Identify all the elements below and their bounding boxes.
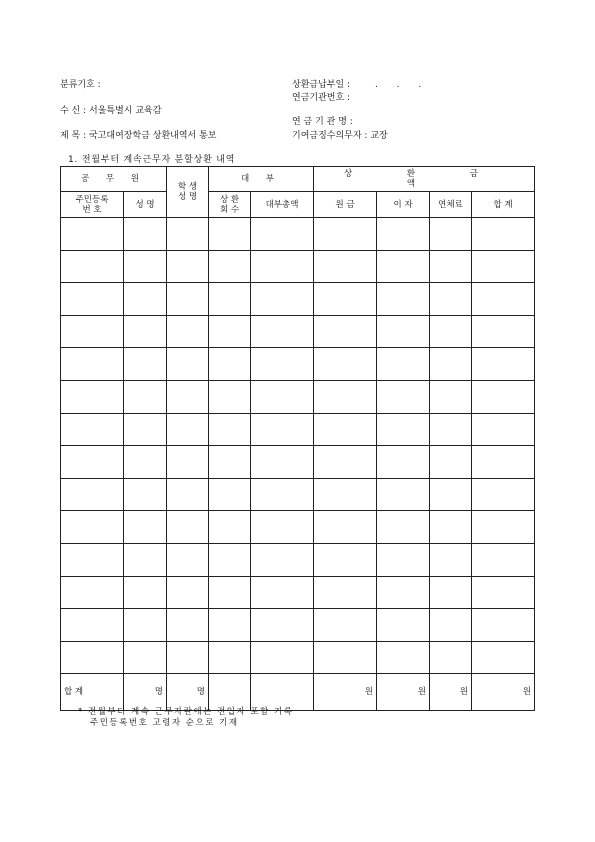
subject-value: 국고대여장학금 상환내역서 통보 bbox=[89, 131, 217, 141]
table-cell[interactable] bbox=[430, 315, 472, 348]
table-cell[interactable] bbox=[377, 348, 430, 381]
table-cell[interactable] bbox=[124, 478, 167, 511]
official-name-header: 성 명 bbox=[124, 192, 167, 218]
sum-header: 합 계 bbox=[472, 192, 535, 218]
table-row bbox=[61, 609, 535, 642]
table-cell[interactable] bbox=[61, 413, 124, 446]
table-cell[interactable] bbox=[209, 543, 251, 576]
late-fee-header: 연체료 bbox=[430, 192, 472, 218]
table-cell[interactable] bbox=[251, 478, 314, 511]
table-cell[interactable] bbox=[251, 609, 314, 642]
header-row-2 bbox=[61, 192, 535, 218]
table-cell[interactable] bbox=[61, 576, 124, 609]
table-cell[interactable] bbox=[472, 218, 535, 251]
payment-date-value: . . . bbox=[374, 80, 430, 90]
table-cell[interactable] bbox=[472, 250, 535, 283]
resident-no-line2: 번 호 bbox=[82, 204, 102, 215]
table-cell[interactable] bbox=[209, 478, 251, 511]
student-header-line2: 성 명 bbox=[177, 192, 198, 202]
official-header: 공 무 원 bbox=[61, 167, 167, 192]
table-cell[interactable] bbox=[251, 218, 314, 251]
contributor-label: 기여금징수의무자 : bbox=[292, 131, 368, 141]
table-cell[interactable] bbox=[251, 250, 314, 283]
table-cell[interactable] bbox=[61, 250, 124, 283]
table-cell[interactable] bbox=[124, 641, 167, 674]
table-cell[interactable] bbox=[61, 511, 124, 544]
table-cell[interactable] bbox=[209, 348, 251, 381]
table-cell[interactable] bbox=[430, 576, 472, 609]
table-cell[interactable] bbox=[377, 543, 430, 576]
table-cell[interactable] bbox=[124, 609, 167, 642]
table-cell[interactable] bbox=[124, 348, 167, 381]
table-cell[interactable] bbox=[167, 348, 209, 381]
total-sum: 원 bbox=[472, 674, 535, 711]
table-cell[interactable] bbox=[251, 543, 314, 576]
table-cell[interactable] bbox=[124, 218, 167, 251]
table-cell[interactable] bbox=[472, 446, 535, 479]
table-cell[interactable] bbox=[61, 641, 124, 674]
subject-label: 제 목 : bbox=[60, 131, 87, 141]
student-header-line1: 학 생 bbox=[177, 182, 198, 192]
table-cell[interactable] bbox=[251, 511, 314, 544]
repayment-table bbox=[60, 166, 535, 711]
contributor-line bbox=[292, 131, 388, 142]
table-cell[interactable] bbox=[377, 478, 430, 511]
repay-count-line2: 회 수 bbox=[219, 204, 240, 215]
total-person-count-2: 명 bbox=[167, 674, 209, 711]
table-cell[interactable] bbox=[251, 576, 314, 609]
table-cell[interactable] bbox=[472, 283, 535, 316]
table-cell[interactable] bbox=[430, 609, 472, 642]
table-cell[interactable] bbox=[430, 413, 472, 446]
table-cell[interactable] bbox=[377, 315, 430, 348]
table-cell[interactable] bbox=[314, 511, 377, 544]
table-cell[interactable] bbox=[314, 413, 377, 446]
table-row bbox=[61, 478, 535, 511]
loan-header: 대 부 bbox=[209, 167, 314, 192]
table-cell[interactable] bbox=[167, 250, 209, 283]
table-cell[interactable] bbox=[251, 413, 314, 446]
payment-date-line bbox=[292, 80, 429, 91]
recipient-value: 서울특별시 교육감 bbox=[89, 106, 162, 116]
table-cell[interactable] bbox=[209, 250, 251, 283]
total-late-fee: 원 bbox=[430, 674, 472, 711]
table-cell[interactable] bbox=[124, 576, 167, 609]
table-cell[interactable] bbox=[167, 413, 209, 446]
pension-org-no-label: 연금기관번호 : bbox=[292, 93, 351, 103]
table-cell[interactable] bbox=[61, 348, 124, 381]
table-row bbox=[61, 641, 535, 674]
table-cell[interactable] bbox=[251, 641, 314, 674]
table-cell[interactable] bbox=[124, 250, 167, 283]
table-cell[interactable] bbox=[124, 511, 167, 544]
total-loan bbox=[251, 674, 314, 711]
table-cell[interactable] bbox=[167, 478, 209, 511]
table-cell[interactable] bbox=[251, 315, 314, 348]
table-cell[interactable] bbox=[167, 446, 209, 479]
table-row bbox=[61, 543, 535, 576]
table-cell[interactable] bbox=[430, 348, 472, 381]
table-cell[interactable] bbox=[472, 576, 535, 609]
table-cell[interactable] bbox=[251, 446, 314, 479]
table-cell[interactable] bbox=[209, 413, 251, 446]
table-cell[interactable] bbox=[167, 315, 209, 348]
table-cell[interactable] bbox=[377, 511, 430, 544]
table-cell[interactable] bbox=[430, 380, 472, 413]
table-row bbox=[61, 380, 535, 413]
recipient-label: 수 신 : bbox=[60, 106, 87, 116]
total-label: 합 계 bbox=[61, 674, 124, 711]
table-cell[interactable] bbox=[61, 478, 124, 511]
table-cell[interactable] bbox=[472, 348, 535, 381]
table-cell[interactable] bbox=[430, 511, 472, 544]
table-cell[interactable] bbox=[430, 446, 472, 479]
table-cell[interactable] bbox=[124, 543, 167, 576]
table-cell[interactable] bbox=[61, 446, 124, 479]
table-cell[interactable] bbox=[167, 283, 209, 316]
table-cell[interactable] bbox=[314, 446, 377, 479]
table-cell[interactable] bbox=[472, 641, 535, 674]
note-line-1: * 전월부터 계속 근무자란에는 전입자 포함 기록 bbox=[78, 707, 294, 717]
table-cell[interactable] bbox=[377, 218, 430, 251]
subject-line bbox=[60, 131, 216, 142]
table-cell[interactable] bbox=[314, 283, 377, 316]
table-cell[interactable] bbox=[209, 576, 251, 609]
table-row bbox=[61, 576, 535, 609]
student-name-header bbox=[167, 167, 209, 218]
table-cell[interactable] bbox=[472, 543, 535, 576]
table-cell[interactable] bbox=[124, 283, 167, 316]
table-cell[interactable] bbox=[124, 315, 167, 348]
contributor-value: 교장 bbox=[370, 131, 388, 141]
table-cell[interactable] bbox=[167, 543, 209, 576]
table-cell[interactable] bbox=[167, 576, 209, 609]
table-cell[interactable] bbox=[472, 413, 535, 446]
resident-no-line1: 주민등록 bbox=[75, 194, 109, 205]
table-cell[interactable] bbox=[124, 413, 167, 446]
table-cell[interactable] bbox=[472, 609, 535, 642]
table-body bbox=[61, 218, 535, 674]
table-cell[interactable] bbox=[377, 641, 430, 674]
table-cell[interactable] bbox=[314, 380, 377, 413]
table-cell[interactable] bbox=[167, 609, 209, 642]
table-cell[interactable] bbox=[251, 380, 314, 413]
table-cell[interactable] bbox=[209, 218, 251, 251]
total-row bbox=[61, 674, 535, 711]
interest-header: 이 자 bbox=[377, 192, 430, 218]
table-cell[interactable] bbox=[472, 511, 535, 544]
table-cell[interactable] bbox=[209, 283, 251, 316]
table-cell[interactable] bbox=[167, 380, 209, 413]
table-cell[interactable] bbox=[377, 609, 430, 642]
table-row bbox=[61, 446, 535, 479]
classification-label: 분류기호 : bbox=[60, 80, 101, 90]
table-cell[interactable] bbox=[209, 315, 251, 348]
table-row bbox=[61, 413, 535, 446]
table-cell[interactable] bbox=[430, 478, 472, 511]
table-cell[interactable] bbox=[314, 315, 377, 348]
table-row bbox=[61, 511, 535, 544]
table-cell[interactable] bbox=[209, 641, 251, 674]
repayment-amount-header: 상 환 금 액 bbox=[314, 167, 535, 192]
table-cell[interactable] bbox=[430, 283, 472, 316]
table-cell[interactable] bbox=[377, 576, 430, 609]
note-line-2: 주민등록번호 고령자 순으로 기재 bbox=[90, 718, 239, 728]
table-cell[interactable] bbox=[314, 609, 377, 642]
table-cell[interactable] bbox=[314, 250, 377, 283]
table-cell[interactable] bbox=[377, 380, 430, 413]
table-cell[interactable] bbox=[61, 283, 124, 316]
table-cell[interactable] bbox=[61, 315, 124, 348]
table-cell[interactable] bbox=[377, 413, 430, 446]
table-cell[interactable] bbox=[314, 641, 377, 674]
table-cell[interactable] bbox=[167, 511, 209, 544]
table-cell[interactable] bbox=[61, 543, 124, 576]
section-title: 1. 전월부터 계속근무자 분할상환 내역 bbox=[68, 155, 236, 165]
table-cell[interactable] bbox=[430, 250, 472, 283]
repay-count-header bbox=[209, 192, 251, 218]
total-repay-count bbox=[209, 674, 251, 711]
table-cell[interactable] bbox=[472, 315, 535, 348]
table-cell[interactable] bbox=[124, 446, 167, 479]
table-cell[interactable] bbox=[167, 218, 209, 251]
header-row-1 bbox=[61, 167, 535, 192]
table-cell[interactable] bbox=[430, 641, 472, 674]
total-principal: 원 bbox=[314, 674, 377, 711]
table-cell[interactable] bbox=[209, 380, 251, 413]
payment-date-label: 상환금납부일 : bbox=[292, 80, 351, 90]
table-cell[interactable] bbox=[430, 543, 472, 576]
principal-header: 원 금 bbox=[314, 192, 377, 218]
table-cell[interactable] bbox=[61, 609, 124, 642]
table-cell[interactable] bbox=[251, 348, 314, 381]
table-row bbox=[61, 250, 535, 283]
table-cell[interactable] bbox=[314, 348, 377, 381]
repay-count-line1: 상 환 bbox=[219, 194, 240, 205]
table-cell[interactable] bbox=[209, 446, 251, 479]
table-cell[interactable] bbox=[61, 218, 124, 251]
table-cell[interactable] bbox=[377, 446, 430, 479]
table-cell[interactable] bbox=[472, 380, 535, 413]
resident-no-header bbox=[61, 192, 124, 218]
table-row bbox=[61, 283, 535, 316]
table-cell[interactable] bbox=[377, 283, 430, 316]
table-cell[interactable] bbox=[124, 380, 167, 413]
table-cell[interactable] bbox=[314, 218, 377, 251]
table-cell[interactable] bbox=[251, 283, 314, 316]
total-person-count-1: 명 bbox=[124, 674, 167, 711]
table-row bbox=[61, 218, 535, 251]
table-cell[interactable] bbox=[209, 609, 251, 642]
table-cell[interactable] bbox=[314, 543, 377, 576]
table-cell[interactable] bbox=[314, 478, 377, 511]
table-cell[interactable] bbox=[377, 250, 430, 283]
pension-org-name-label: 연 금 기 관 명 : bbox=[292, 117, 353, 127]
table-cell[interactable] bbox=[430, 218, 472, 251]
table-cell[interactable] bbox=[472, 478, 535, 511]
table-cell[interactable] bbox=[314, 576, 377, 609]
table-cell[interactable] bbox=[209, 511, 251, 544]
recipient-line bbox=[60, 106, 161, 117]
loan-total-header: 대부총액 bbox=[251, 192, 314, 218]
table-cell[interactable] bbox=[167, 641, 209, 674]
table-row bbox=[61, 315, 535, 348]
total-interest: 원 bbox=[377, 674, 430, 711]
table-row bbox=[61, 348, 535, 381]
table-cell[interactable] bbox=[61, 380, 124, 413]
